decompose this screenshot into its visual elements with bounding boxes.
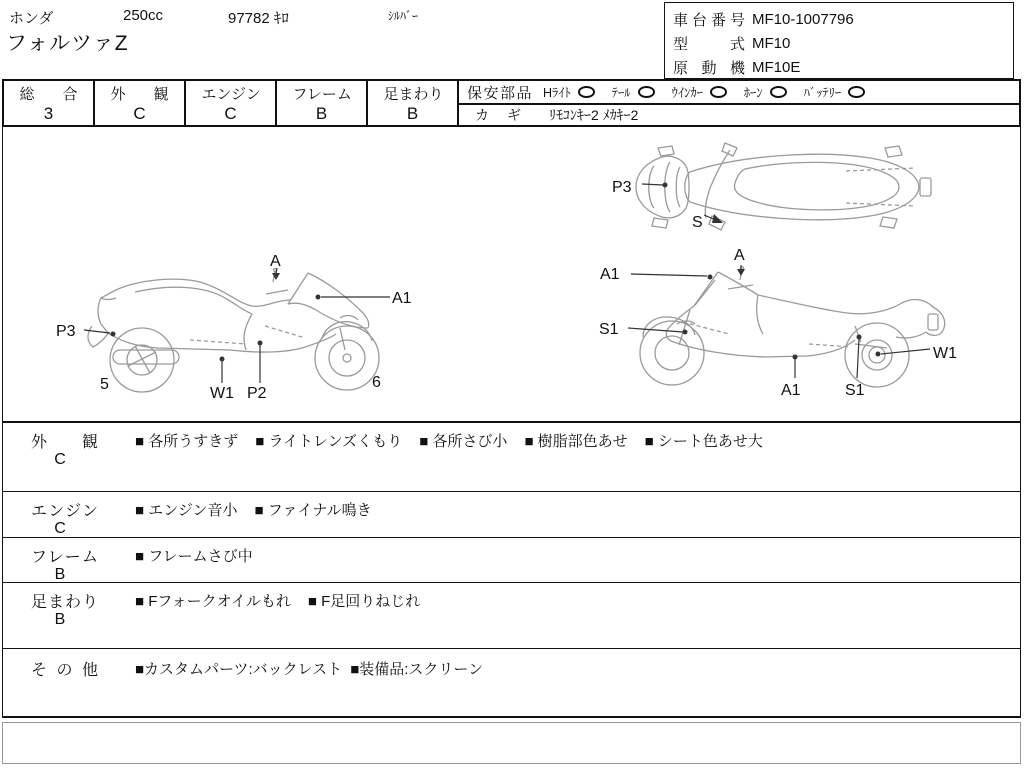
section-exterior-grade: C	[54, 451, 66, 468]
label-s1-fork-right: S1	[599, 321, 619, 338]
grade-overall-label: 総合	[19, 86, 78, 103]
vehicle-info-box	[664, 2, 1014, 79]
pass-circle-icon	[848, 86, 865, 98]
winker-label: ｳｲﾝｶｰ	[671, 86, 703, 100]
chassis-number-label: 車台番号	[673, 11, 745, 29]
section-undercarriage-grade: B	[54, 611, 66, 628]
grade-cell-frame	[277, 81, 368, 125]
section-engine	[3, 491, 1020, 537]
condition-detail-table	[2, 421, 1021, 718]
safety-parts-cell	[459, 81, 1019, 125]
spec-row-engine-code	[673, 55, 1013, 79]
mileage: 97782 ｷﾛ	[228, 10, 289, 27]
model-name: フォルツァZ	[6, 32, 129, 55]
label-p3-left: P3	[56, 323, 76, 340]
label-a-right: A	[734, 247, 745, 264]
section-engine-items	[135, 499, 372, 520]
label-s1-rear-right: S1	[845, 382, 865, 399]
pass-circle-icon	[578, 86, 595, 98]
section-frame-items	[135, 545, 253, 566]
section-exterior	[3, 423, 1020, 491]
defect-item: ■ 各所さび小	[419, 433, 508, 450]
section-undercarriage-label: 足まわり	[31, 594, 98, 611]
defect-item: ■装備品:スクリーン	[350, 661, 484, 678]
label-w1-left: W1	[210, 385, 234, 402]
label-p3-top: P3	[612, 179, 632, 196]
horn-label: ﾎｰﾝ	[743, 86, 763, 100]
label-a-left: A	[270, 253, 281, 270]
grade-overall-value: 3	[43, 104, 54, 123]
safety-item-battery	[804, 83, 866, 101]
section-other-label: その他	[31, 662, 98, 679]
grade-frame-value: B	[315, 104, 328, 123]
model-code-label: 型式	[673, 35, 745, 53]
chassis-number-value: MF10-1007796	[752, 10, 854, 28]
model-code-value: MF10	[752, 34, 791, 52]
label-w1-right: W1	[933, 345, 957, 362]
label-6-left: 6	[372, 374, 381, 391]
key-value: ﾘﾓｺﾝｷｰ2 ﾒｶｷｰ2	[549, 107, 639, 123]
safety-parts-title: 保安部品	[467, 84, 534, 102]
pass-circle-icon	[710, 86, 727, 98]
section-other-items	[135, 658, 483, 679]
section-undercarriage	[3, 582, 1020, 648]
grade-cell-overall	[4, 81, 95, 125]
safety-item-winker	[672, 83, 727, 101]
defect-item: ■ ライトレンズくもり	[255, 433, 403, 450]
grade-undercarriage-value: B	[406, 104, 419, 123]
section-frame-grade: B	[54, 566, 66, 583]
label-p2-left: P2	[247, 385, 267, 402]
headlight-label: Hﾗｲﾄ	[543, 86, 571, 100]
label-5-left: 5	[100, 376, 109, 393]
scooter-top-view-diagram	[600, 140, 940, 235]
key-row	[459, 105, 1019, 125]
engine-code-value: MF10E	[752, 58, 801, 76]
defect-item: ■ シート色あせ大	[644, 433, 763, 450]
grade-table	[2, 79, 1021, 127]
pass-circle-icon	[638, 86, 655, 98]
grade-exterior-label: 外観	[110, 86, 169, 103]
safety-item-taillight	[612, 83, 655, 101]
scooter-right-view-diagram	[595, 238, 1024, 408]
section-exterior-label: 外観	[31, 434, 98, 451]
section-exterior-items	[135, 430, 763, 451]
section-engine-label: エンジン	[31, 503, 98, 520]
label-a1-screen-right: A1	[600, 266, 620, 283]
taillight-label: ﾃｰﾙ	[611, 86, 631, 100]
section-other	[3, 648, 1020, 716]
defect-item: ■ 樹脂部色あせ	[524, 433, 628, 450]
safety-item-headlight	[543, 83, 595, 101]
grade-cell-undercarriage	[368, 81, 459, 125]
label-a1-body-right: A1	[781, 382, 801, 399]
key-label: カギ	[475, 107, 521, 123]
notes-empty-box	[2, 722, 1021, 764]
grade-exterior-value: C	[133, 104, 146, 123]
grade-cell-exterior	[95, 81, 186, 125]
grade-frame-label: フレーム	[292, 86, 352, 103]
safety-parts-row	[459, 81, 1019, 105]
grade-engine-value: C	[224, 104, 237, 123]
engine-code-label: 原動機	[673, 59, 745, 77]
label-a1-left: A1	[392, 290, 412, 307]
grade-engine-label: エンジン	[201, 86, 261, 103]
battery-label: ﾊﾞｯﾃﾘｰ	[803, 86, 842, 100]
defect-item: ■ フレームさび中	[135, 548, 253, 565]
defect-item: ■ 各所うすきず	[135, 433, 239, 450]
defect-item: ■ ファイナル鳴き	[254, 502, 372, 519]
defect-item: ■ Fフォークオイルもれ	[135, 593, 291, 610]
defect-item: ■ エンジン音小	[135, 502, 238, 519]
spec-row-chassis	[673, 7, 1013, 31]
maker-name: ホンダ	[9, 10, 54, 27]
section-undercarriage-items	[135, 590, 420, 611]
body-color: ｼﾙﾊﾞｰ	[388, 9, 419, 23]
section-engine-grade: C	[54, 520, 66, 537]
grade-cell-engine	[186, 81, 277, 125]
scooter-left-view-diagram	[40, 238, 460, 408]
displacement: 250cc	[123, 7, 164, 24]
spec-row-model-code	[673, 31, 1013, 55]
label-s-top: S	[692, 214, 703, 231]
section-frame-label: フレーム	[31, 549, 98, 566]
pass-circle-icon	[770, 86, 787, 98]
safety-item-horn	[744, 83, 787, 101]
defect-item: ■ F足回りねじれ	[307, 593, 421, 610]
defect-item: ■カスタムパーツ:バックレスト	[135, 661, 343, 678]
section-frame	[3, 537, 1020, 582]
grade-undercarriage-label: 足まわり	[383, 86, 444, 103]
